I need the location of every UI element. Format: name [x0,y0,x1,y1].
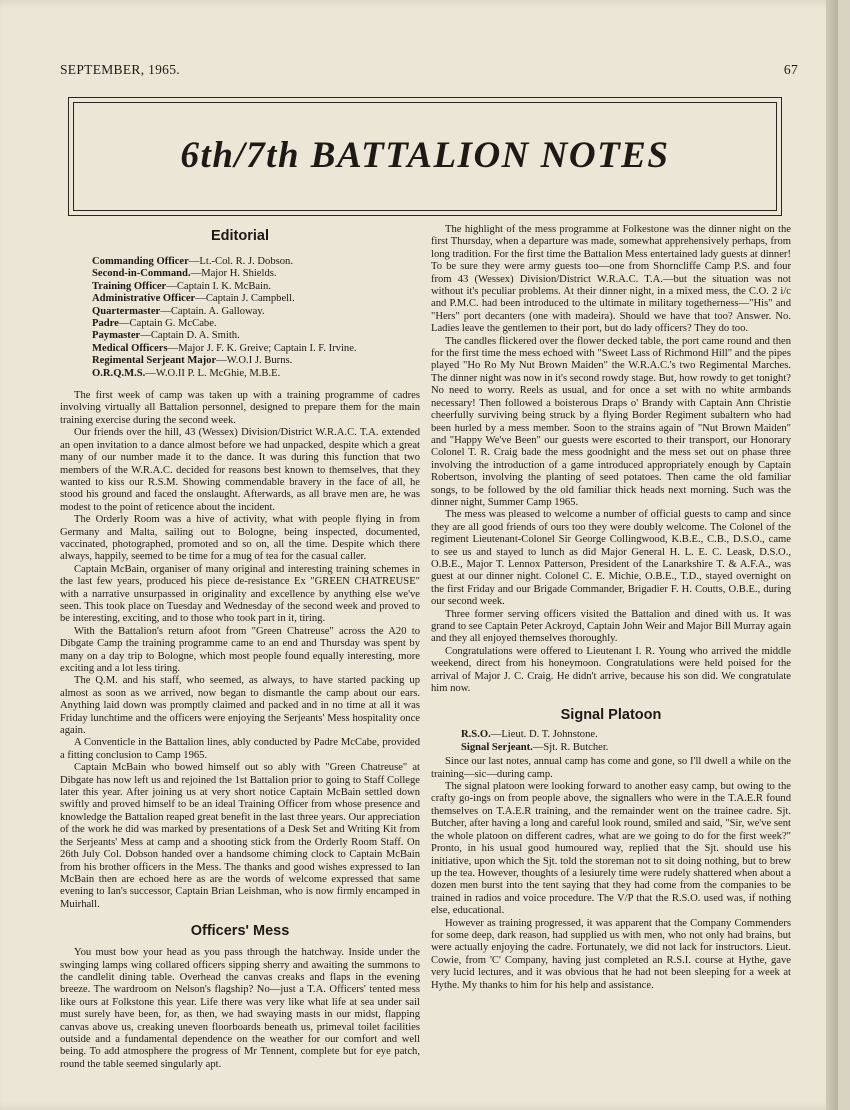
right-column [431,224,791,992]
staff-line: Padre—Captain G. McCabe. [92,318,217,330]
staff-line: Quartermaster—Captain. A. Galloway. [92,305,265,317]
staff-line: O.R.Q.M.S.—W.O.II P. L. McGhie, M.B.E. [92,367,281,379]
left-column [60,226,420,1071]
editorial-paragraph: Captain McBain who bowed himself out so ably with "Green Chatreuse" at Dibgate has now left us and rejoined the 1st Battalion prior to going to Staff College later this year. After joining us at very short notice Captain McBain settled down swiftly and proved himself to be an ideal Training Officer from whose presence and knowledge the Battalion reaped great benefit in the last three years. Our appreciation of the work he did was marked by presentations of a Desk Set and Writing Kit from the Serjeants' Mess at camp and a shooting stick from the Orderly Room Staff. On 26th July Col. Dobson handed over a handsome chiming clock to Captain McBain from his brother officers in the Mess. The thanks and good wishes expressed to Ian McBain then are echoed here as are the words of welcome expressed that same evening to Ian's successor, Captain Brian Leishman, who is now firmly encamped in Muirhall. [60,762,420,910]
staff-line: Administrative Officer—Captain J. Campbell. [92,293,295,305]
officers-mess-paragraph: The mess was pleased to welcome a number of official guests to camp and since they are all good friends of ours too they were doubly welcome. The Colonel of the regiment Lieutenant-Colonel Sir George Collingwood, K.B.E., C.B., D.S.O., came to see us and stayed to lunch as did Major General H. L. E. C. Leask, D.S.O., O.B.E., Major T. Lennox Patterson, President of the Lanarkshire T. & A.F.A., was guest at our dinner night. Colonel C. E. Michie, O.B.E., T.D., stayed overnight on the first Friday and our Brigade Commander, Brigadier F. H. Coutts, O.B.E., during our second week. [431,509,791,608]
staff-line: Signal Serjeant.—Sjt. R. Butcher. [461,741,609,753]
officers-mess-paragraph: Congratulations were offered to Lieutenant I. R. Young who arrived the middle weekend, direct from his honeymoon. Congratulations were held poised for the arrival of Major J. C. Craig. He didn't arrive, because his son did. We congratulate him now. [431,645,791,695]
officers-mess-paragraph: You must bow your head as you pass through the hatchway. Inside under the swinging lamps wing collared officers sipping sherry and awaiting the summons to the candlelit dining table. Overhead the canvas creaks and flaps in the evening breeze. The wardroom on Nelson's flagship? No—just a T.A. Officers' tented mess like ours at Folkstone this year. Life there was very like what life at sea under sail must surely have been, for, as then, we had swaying masts in our midst, flapping canvas above us, creaking uneven floorboards beneath us, primeval toilet facilities outside and a fundamental dependence on the weather for our comfort and well being. To add atmosphere the progress of Mr Tennent, complete but for eye patch, round the table seemed singularly apt. [60,947,420,1070]
officers-mess-paragraph: The highlight of the mess programme at Folkestone was the dinner night on the first Thursday, when a departure was made, somewhat apprehensively perhaps, from long tradition. For the first time the Battalion Mess entertained lady guests at dinner! To be sure they were army guests too—one from Shorncliffe Camp P.S. and four from 43 (Wessex) Division/District W.R.A.C. T.A.—but the situation was not without it's peculiar problems. At their dinner night, in a mixed mess, the C.O. 2 i/c and P.M.C. had been introduced to the ultimate in military togetherness—"His" and "Hers" port decanters (one with madeira). Should we have that too? Answer. No. Ladies leave the gentlemen to their port, but do lady officers? They do too. [431,224,791,335]
editorial-paragraph: The first week of camp was taken up with a training programme of cadres involving virtually all Battalion personnel, designed to prepare them for the main training exercise during the second week. [60,390,420,426]
editorial-heading: Editorial [210,228,269,244]
editorial-paragraph: A Conventicle in the Battalion lines, ably conducted by Padre McCabe, provided a fitting conclusion to Camp 1965. [60,737,420,761]
editorial-paragraph: The Orderly Room was a hive of activity, what with people flying in from Germany and Malta, sailing out to Bologne, being inspected, documented, vaccinated, photographed, promoted and so on, all the time. Despite which there always, happily, seemed to be time for a mug of tea for the casual caller. [60,514,420,563]
signal-platoon-paragraph: However as training progressed, it was apparent that the Company Commenders for some deep, dark reason, had supplied us with men, who not only had brains, but were actually enjoying the cadre. Fortunately, we did not lack for instructors. Lieut. Cowie, from 'C' Company, having just completed an R.S.I. course at Hythe, gave very lucid lectures, and it was obvious that he had not been sleeping for a week at Hythe. My thanks to him for his help and assistance. [431,917,791,991]
staff-line: Commanding Officer—Lt.-Col. R. J. Dobson. [92,256,293,267]
editorial-paragraph: With the Battalion's return afoot from "Green Chatreuse" across the A20 to Dibgate Camp the training programme came to an end and Thursday was spent by many on a day trip to Bologne, which most people found equally interesting, more exciting and a lot less tiring. [60,625,420,674]
officers-mess-paragraph: The candles flickered over the flower decked table, the port came round and then for the first time the mess echoed with "Sweet Lass of Richmond Hill" and the pipes played "Ho Ro My Nut Brown Maiden" the W.R.A.C.'s two Regimental Marches. The dinner night was now in it's second rowdy stage. But, how rowdy to get tonight? No need to worry. Reels as usual, and for once a set with no white armbands necessary! Then followed a boisterous Draps o' Brandy with Captain Ann Christie cheerfully surviving being struck by a flying Border Regiment subaltern who had been hurled by a mess member. Soon to the strains again of "Nut Brown Maiden" and "Happy We've Been" our guests were escorted to their transport, our Honorary Colonel T. R. Craig bade the mess goodnight and the mess set out on phase three involving the introduction of a game introduced appropriately enough by Captain Robertson, involving the planting of seed potatoes. Then came the old familiar songs, to be followed by the old familiar thick heads next morning. Such was the dinner night, Summer Camp 1965. [431,335,791,508]
signal-platoon-paragraph: The signal platoon were looking forward to another easy camp, but owing to the crafty go-ings on from people above, the signallers who were in the T.A.E.R found themselves on T.A.E.R training, and the remainder went on the trainee cadre. Sjt. Butcher, after having a long and careful look round, smiled and said, "Sir, we've sent the whole platoon on different cadres, what are we going to do for the first week?" Pronto, in his usual good humoured way, replied that the Sjt. should use his initiative, upon which the Sjt. told the storeman not to sit doing nothing, but to brew up the tea. However, thoughts of a lesiurely time were rudely shattered when about a dozen men burst into the tent saying that they had come from the companies to be trained in radios and voice procedure. The V/P that the R.S.O. used was, if nothing else, educational. [431,781,791,917]
staff-line: Medical Officers—Major J. F. K. Greive; Captain I. F. Irvine. [92,342,357,354]
title-box [68,97,782,216]
signal-platoon-heading: Signal Platoon [560,707,662,724]
staff-line: Regimental Serjeant Major—W.O.I J. Burns. [92,355,293,367]
editorial-paragraph: Captain McBain, organiser of many original and interesting training schemes in the last few years, produced his piece de-resistance Ex "GREEN CHATREUSE" with a narrative unsurpassed in originality and excellence by anything else we've seen. This took place on Tuesday and Wednesday of the second week and proved to be interesting, exciting, and to those who took part in it, tiring. [60,563,420,625]
editorial-paragraph: Our friends over the hill, 43 (Wessex) Division/District W.R.A.C. T.A. extended an open invitation to a dance almost before we had unpacked, despite which a great many of our number made it to the dance. It was during this function that two members of the W.R.A.C. decided for reasons best known to themselves, that they wanted to kiss our R.S.M. Showing commendable bravery in the face of all, he stood his ground and faced the onslaught. Afterwards, as all brave men are, he was modest to the point of reticence about the incident. [60,427,420,513]
signal-staff-list [461,729,791,754]
editorial-staff-list [92,256,420,380]
page-edge [826,0,838,1110]
issue-date: SEPTEMBER, 1965. [60,62,180,77]
officers-mess-heading: Officers' Mess [190,923,290,940]
signal-platoon-paragraph: Since our last notes, annual camp has come and gone, so I'll dwell a while on the training—sic—during camp. [431,756,791,780]
officers-mess-paragraph: Three former serving officers visited the Battalion and dined with us. It was grand to see Captain Peter Ackroyd, Captain John Weir and Major Bill Murray again and they all enjoyed themselves thoroughly. [431,608,791,645]
page-title: 6th/7th BATTALION NOTES [180,135,670,176]
staff-line: Paymaster—Captain D. A. Smith. [92,330,240,342]
staff-line: Second-in-Command.—Major H. Shields. [92,268,277,280]
staff-line: R.S.O.—Lieut. D. T. Johnstone. [461,729,598,741]
page-number: 67 [783,62,798,77]
staff-line: Training Officer—Captain I. K. McBain. [92,280,271,292]
editorial-paragraph: The Q.M. and his staff, who seemed, as always, to have started packing up almost as soon as we arrived, now began to dismantle the camp about our ears. Anything laid down was promptly claimed and packed and in no time at all it was Friday lunchtime and the officers were enjoying the Serjeants' Mess hospitality once again. [60,675,420,737]
